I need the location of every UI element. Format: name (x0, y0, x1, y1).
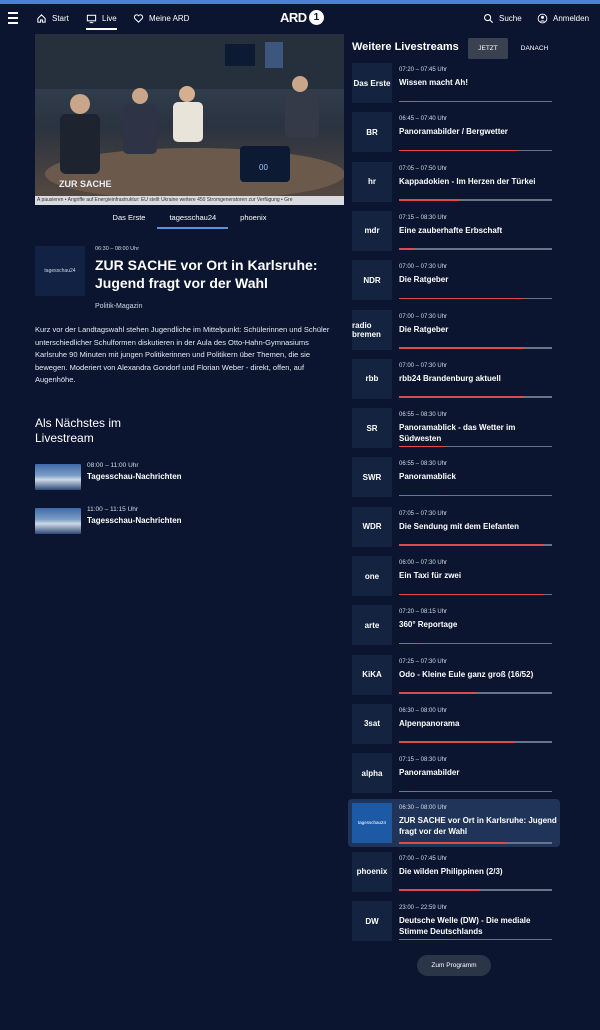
livestream-item[interactable] (352, 309, 557, 351)
channel-logo: Das Erste (352, 63, 392, 103)
next-thumbnail (35, 508, 81, 534)
logo-text: ARD (280, 10, 307, 25)
progress-bar (399, 495, 552, 497)
video-player[interactable] (35, 34, 344, 205)
progress-fill (399, 248, 414, 250)
livestream-title: rbb24 Brandenburg aktuell (399, 373, 501, 383)
program-button[interactable]: Zum Programm (417, 955, 491, 976)
progress-bar (399, 199, 552, 201)
livestream-item[interactable] (352, 851, 557, 893)
progress-fill (399, 347, 524, 349)
livestream-time: 06:45 – 07:40 Uhr (399, 116, 448, 123)
next-heading: Als Nächstes im Livestream (35, 416, 122, 445)
livestream-title: Panoramabilder / Bergwetter (399, 127, 508, 137)
progress-fill (399, 791, 414, 793)
livestream-item[interactable] (348, 799, 560, 847)
progress-fill (399, 298, 524, 300)
channel-tabs (35, 209, 344, 229)
progress-bar (399, 842, 552, 844)
progress-bar (399, 643, 552, 645)
tab-tagesschau24[interactable]: tagesschau24 (157, 209, 228, 229)
channel-logo: mdr (352, 211, 392, 251)
channel-logo: KiKA (352, 655, 392, 695)
livestream-title: Kappadokien - Im Herzen der Türkei (399, 176, 536, 186)
progress-bar (399, 298, 552, 300)
livestream-item[interactable] (352, 161, 557, 203)
livestream-time: 07:25 – 07:30 Uhr (399, 658, 448, 665)
livestream-item[interactable] (352, 210, 557, 252)
livestream-title: Alpenpanorama (399, 718, 460, 728)
nav-start[interactable] (36, 4, 69, 33)
channel-logo: radio bremen (352, 310, 392, 350)
ard-logo[interactable] (280, 10, 324, 25)
next-time: 11:00 – 11:15 Uhr (87, 506, 139, 513)
livestream-title: Eine zauberhafte Erbschaft (399, 225, 503, 235)
channel-logo: one (352, 556, 392, 596)
livestream-item[interactable] (352, 506, 557, 548)
progress-fill (399, 741, 514, 743)
livestream-title: Panoramabilder (399, 768, 460, 778)
livestream-title: Panoramablick (399, 472, 456, 482)
livestream-item[interactable] (352, 407, 557, 449)
progress-bar (399, 939, 552, 941)
livestream-title: Panoramablick - das Wetter im Südwesten (399, 423, 516, 444)
livestream-time: 07:05 – 07:30 Uhr (399, 510, 448, 517)
progress-bar (399, 889, 552, 891)
home-icon (36, 13, 47, 24)
progress-bar (399, 692, 552, 694)
livestream-item[interactable] (352, 654, 557, 696)
channel-logo: SWR (352, 457, 392, 497)
livestream-title: Die wilden Philippinen (2/3) (399, 866, 503, 876)
progress-bar (399, 150, 552, 152)
tab-jetzt[interactable]: JETZT (468, 38, 508, 59)
livestream-title: 360° Reportage (399, 620, 458, 630)
livestream-time: 07:00 – 07:30 Uhr (399, 362, 448, 369)
next-thumbnail (35, 464, 81, 490)
nav-live-label: Live (102, 14, 117, 23)
progress-bar (399, 347, 552, 349)
livestream-time: 07:20 – 07:45 Uhr (399, 67, 448, 73)
progress-fill (399, 199, 460, 201)
progress-fill (399, 396, 524, 398)
livestream-item[interactable] (352, 703, 557, 745)
tab-danach[interactable]: DANACH (520, 45, 549, 52)
news-ticker: A pausieren • Angriffe auf Energieinfrastruktur: EU stellt Ukraine weitere 450 Stromgeneratoren zur Verfügung • Gre (35, 196, 344, 205)
nav-live[interactable] (86, 4, 117, 33)
nav-meine-ard-label: Meine ARD (149, 14, 190, 23)
livestream-time: 23:00 – 22:59 Uhr (399, 905, 448, 912)
livestream-time: 06:30 – 08:00 Uhr (399, 707, 448, 714)
show-genre: Politik-Magazin (95, 303, 143, 310)
progress-fill (399, 446, 445, 448)
channel-logo: WDR (352, 507, 392, 547)
livestream-item[interactable] (352, 62, 557, 104)
heart-icon (133, 13, 144, 24)
next-title: Tagesschau-Nachrichten (87, 516, 182, 525)
channel-logo: alpha (352, 753, 392, 793)
livestream-time: 07:05 – 07:50 Uhr (399, 165, 448, 172)
next-time: 08:00 – 11:00 Uhr (87, 462, 139, 469)
livestream-title: Odo - Kleine Eule ganz groß (16/52) (399, 669, 534, 679)
channel-logo: phoenix (352, 852, 392, 892)
progress-fill (399, 692, 476, 694)
tab-phoenix[interactable]: phoenix (240, 213, 267, 222)
next-title: Tagesschau-Nachrichten (87, 472, 182, 481)
livestream-time: 06:55 – 08:30 Uhr (399, 461, 448, 468)
livestream-time: 07:15 – 08:30 Uhr (399, 214, 448, 221)
main-header (0, 4, 600, 33)
livestream-title: Ein Taxi für zwei (399, 571, 462, 580)
livestream-time: 06:00 – 07:30 Uhr (399, 560, 448, 566)
channel-logo: hr (352, 162, 392, 202)
livestream-item[interactable] (352, 358, 557, 400)
progress-bar (399, 446, 552, 448)
livestream-time: 06:55 – 08:30 Uhr (399, 412, 448, 419)
svg-text:00: 00 (259, 163, 268, 172)
livestream-item[interactable] (352, 259, 557, 301)
progress-fill (399, 939, 453, 941)
show-title: ZUR SACHE vor Ort in Karlsruhe: Jugend fragt vor der Wahl (95, 257, 318, 291)
livestream-time: 07:00 – 07:30 Uhr (399, 264, 448, 271)
livestreams-heading: Weitere Livestreams (352, 41, 459, 53)
next-item[interactable] (35, 462, 195, 502)
channel-logo: tagesschau24 (352, 803, 392, 843)
livestream-time: 07:20 – 08:15 Uhr (399, 609, 448, 616)
progress-fill (399, 594, 544, 596)
channel-logo: BR (352, 112, 392, 152)
channel-logo: DW (352, 901, 392, 941)
progress-fill (399, 842, 506, 844)
livestream-title: Wissen macht Ah! (399, 78, 468, 87)
livestream-item[interactable] (352, 900, 557, 942)
progress-fill (399, 643, 417, 645)
nav-start-label: Start (52, 14, 69, 23)
next-item[interactable] (35, 506, 195, 546)
search-button[interactable] (483, 4, 522, 33)
progress-bar (399, 791, 552, 793)
livestream-item[interactable] (352, 555, 557, 597)
progress-bar (399, 741, 552, 743)
channel-logo: rbb (352, 359, 392, 399)
channel-logo: 3sat (352, 704, 392, 744)
search-label: Suche (499, 14, 522, 23)
tab-das-erste[interactable]: Das Erste (112, 213, 146, 222)
search-icon (483, 13, 494, 24)
progress-fill (399, 495, 445, 497)
tv-icon (86, 13, 97, 24)
login-button[interactable] (537, 4, 589, 33)
livestream-time: 07:00 – 07:30 Uhr (399, 313, 448, 320)
progress-fill (399, 150, 518, 152)
livestream-item[interactable] (352, 752, 557, 794)
show-time: 06:30 – 08:00 Uhr (95, 246, 140, 252)
livestream-time: 07:15 – 08:30 Uhr (399, 757, 448, 764)
channel-logo-tagesschau24: tagesschau24 (35, 246, 85, 296)
livestream-item[interactable] (352, 111, 557, 153)
channel-logo: arte (352, 605, 392, 645)
login-label: Anmelden (553, 14, 590, 23)
progress-bar (399, 544, 552, 546)
progress-fill (399, 101, 422, 103)
progress-bar (399, 101, 552, 103)
livestream-time: 07:00 – 07:45 Uhr (399, 855, 448, 862)
nav-meine-ard[interactable] (133, 4, 189, 33)
user-icon (537, 13, 548, 24)
livestream-title: Die Sendung mit dem Elefanten (399, 521, 520, 531)
livestream-title: Die Ratgeber (399, 324, 449, 334)
progress-bar (399, 248, 552, 250)
livestream-item[interactable] (352, 456, 557, 498)
livestream-item[interactable] (352, 604, 557, 646)
livestream-time: 06:30 – 08:00 Uhr (399, 804, 448, 811)
show-description: Kurz vor der Landtagswahl stehen Jugendliche im Mittelpunkt: Schülerinnen und Schüler unterschiedlicher Schulformen diskutieren in der Aula des Otto-Hahn-Gymnasiums Karlsruhe 90 Minuten mit jungen Politikerinnen und Politikern über Themen, die sie bewegen. Moderiert von Alexandra Gondorf und Florian Weber - direkt, offen, auf Augenhöhe. (35, 325, 330, 384)
player-brand-overlay: ZUR SACHE (59, 179, 112, 189)
logo-one-icon: 1 (309, 10, 324, 25)
progress-fill (399, 544, 544, 546)
channel-logo: SR (352, 408, 392, 448)
progress-fill (399, 889, 479, 891)
livestream-title: Deutsche Welle (DW) - Die mediale Stimme Deutschlands (399, 916, 531, 937)
progress-bar (399, 396, 552, 398)
progress-bar (399, 594, 552, 596)
livestream-title: ZUR SACHE vor Ort in Karlsruhe: Jugend fragt vor der Wahl (399, 815, 557, 836)
menu-icon[interactable] (8, 12, 22, 24)
livestream-title: Die Ratgeber (399, 275, 449, 285)
channel-logo: NDR (352, 260, 392, 300)
